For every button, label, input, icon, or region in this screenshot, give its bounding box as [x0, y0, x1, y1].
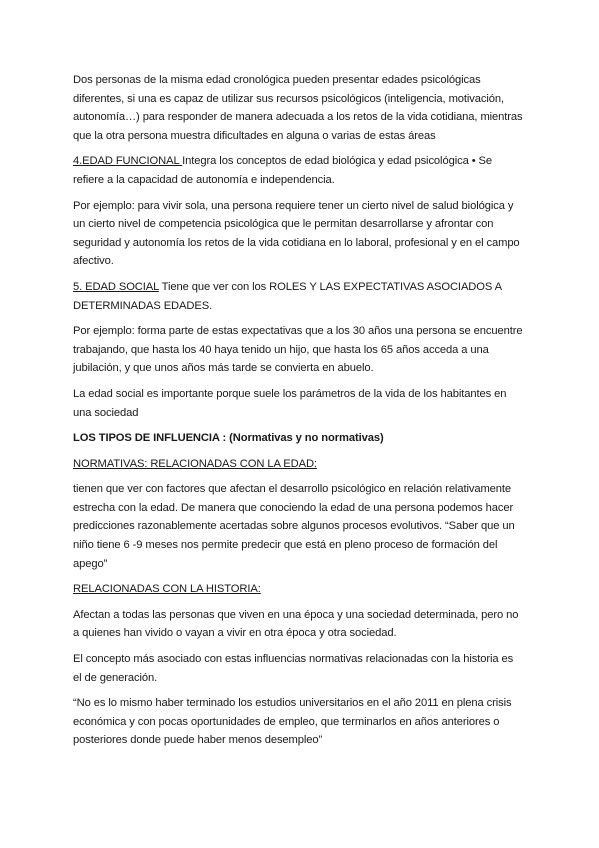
paragraph-edad-psicologica: Dos personas de la misma edad cronológica pueden presentar edades psicológicas diferentes, si una es capaz de utilizar sus recursos psicológicos (inteligencia, motivación, autonomía…) para responder de manera adecuada a los retos de la vida cotidiana, mientras que la otra persona muestra dificultades en alguna o varias de estas áreas	[73, 74, 523, 142]
paragraph-cita-estudios: “No es lo mismo haber terminado los estudios universitarios en el año 2011 en plena crisis económica y con pocas oportunidades de empleo, que terminarlos en años anteriores o posteriores donde puede haber menos desempleo”	[73, 697, 512, 747]
paragraph-edad-funcional	[73, 152, 523, 189]
heading-normativas-edad: NORMATIVAS: RELACIONADAS CON LA EDAD:	[73, 457, 317, 470]
heading-edad-social: 5. EDAD SOCIAL	[73, 280, 159, 293]
paragraph-afectan-personas: Afectan a todas las personas que viven en una época y una sociedad determinada, pero no a quienes han vivido o vayan a vivir en otra época y otra sociedad.	[73, 608, 519, 640]
heading-tipos-influencia: LOS TIPOS DE INFLUENCIA : (Normativas y no normativas)	[73, 432, 384, 445]
document-page	[73, 71, 523, 757]
paragraph-normativas-edad: tienen que ver con factores que afectan el desarrollo psicológico en relación relativamente estrecha con la edad. De manera que conociendo la edad de una persona podemos hacer predicciones razonablemente acertadas sobre algunos procesos evolutivos. “Saber que un niño tiene 6 -9 meses nos permite predecir que está en pleno proceso de formación del apego”	[73, 483, 515, 570]
text-edad-funcional: Integra los conceptos de edad biológica y edad psicológica • Se refiere a la capacidad de autonomía e independencia.	[73, 155, 493, 186]
heading-edad-funcional: 4.EDAD FUNCIONAL	[73, 155, 183, 168]
paragraph-ejemplo-vivir-sola: Por ejemplo: para vivir sola, una persona requiere tener un cierto nivel de salud biológica y un cierto nivel de competencia psicológica que le permitan desarrollarse y afrontar con seguridad y autonomía los retos de la vida cotidiana en lo laboral, profesional y en el campo afectivo.	[73, 199, 520, 268]
paragraph-ejemplo-expectativas: Por ejemplo: forma parte de estas expectativas que a los 30 años una persona se encuentre trabajando, que hasta los 40 haya tenido un hijo, que hasta los 65 años acceda a una jubilación, y que unos años más tarde se convierta en abuelo.	[73, 325, 523, 375]
heading-relacionadas-historia: RELACIONADAS CON LA HISTORIA:	[73, 583, 261, 596]
paragraph-concepto-generacion: El concepto más asociado con estas influencias normativas relacionadas con la historia es el de generación.	[73, 653, 514, 684]
paragraph-edad-social	[73, 278, 523, 315]
text-edad-social: Tiene que ver con los ROLES Y LAS EXPECTATIVAS ASOCIADOS A DETERMINADAS EDADES.	[73, 280, 502, 312]
paragraph-edad-social-importancia: La edad social es importante porque suele los parámetros de la vida de los habitantes en una sociedad	[73, 387, 507, 419]
